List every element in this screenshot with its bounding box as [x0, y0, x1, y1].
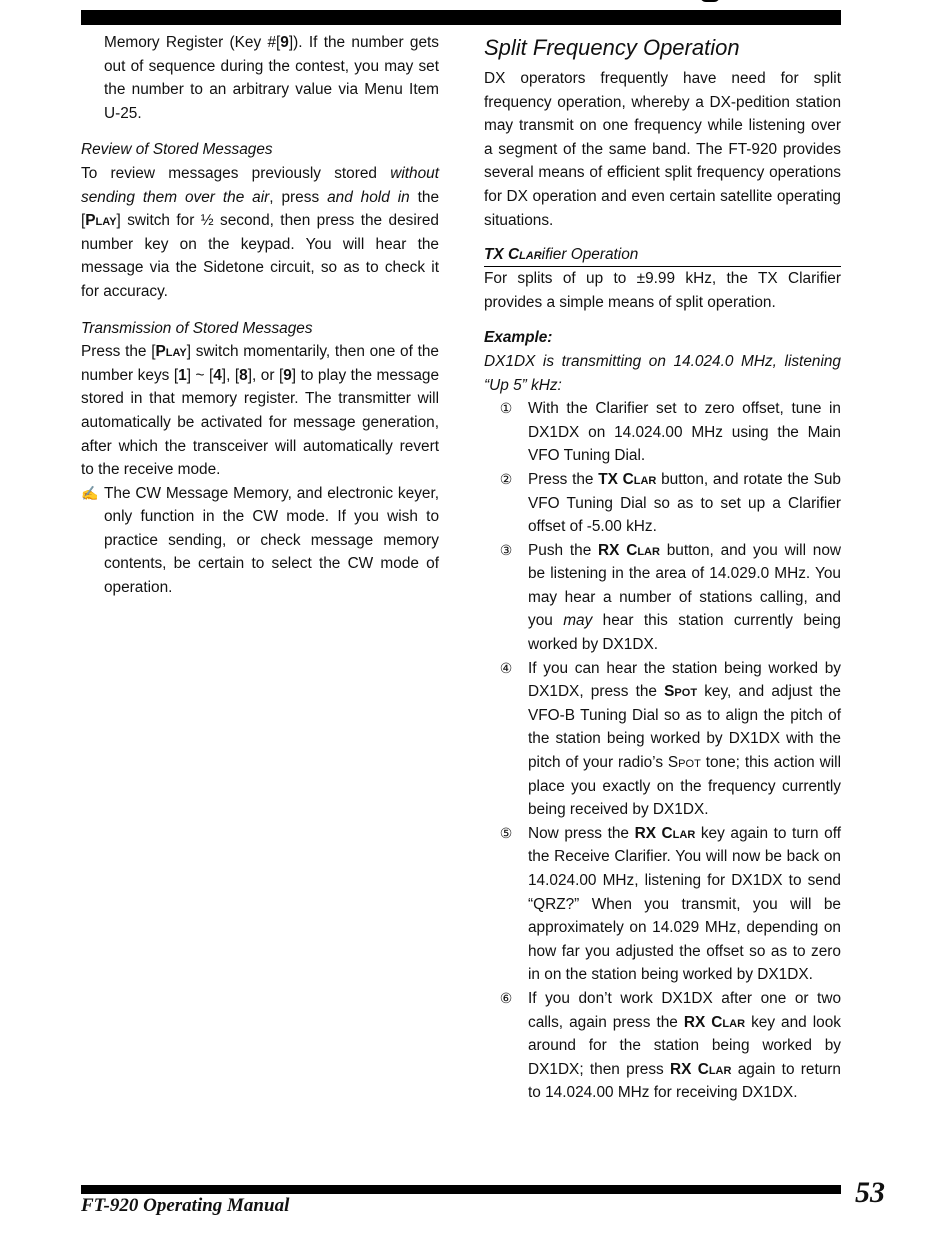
example-steps [484, 397, 841, 1105]
step-number: ⑤ [499, 824, 513, 841]
step-number: ④ [499, 659, 513, 676]
header-rule [81, 10, 841, 25]
header-title-fragment [700, 0, 720, 2]
key-label: 9 [280, 34, 289, 51]
step-text: If you don’t work DX1DX after one or two calls, again press the RX Clar key and look around for the station being worked by DX1DX; then press RX Clar again to return to 14.024.00 MHz for receiving DX1DX. [528, 989, 841, 1102]
play-key-label: Play [155, 343, 187, 361]
step-number: ① [499, 400, 513, 417]
continuation-paragraph: Memory Register (Key #[9]). If the number gets out of sequence during the contest, you may set the number to an arbitrary value via Menu Item U-25. [104, 34, 439, 122]
example-heading: Example: [484, 329, 553, 347]
footer-rule [81, 1185, 841, 1194]
intro-paragraph: DX operators frequently have need for split frequency operation, whereby a DX-pedition station may transmit on one frequency while listening over a segment of the same band. The FT-920 provides several means of efficient split frequency operations for DX operation and even certain satellite operating situations. [484, 70, 841, 229]
page-number: 53 [855, 1176, 885, 1209]
play-key-label: Play [85, 212, 117, 230]
review-paragraph: To review messages previously stored without sending them over the air, press and hold in the [Play] switch for ½ second, then press the desired number key on the keypad. You will hear the message via the Sidetone circuit, so as to check it for accuracy. [81, 164, 440, 300]
step-text: Now press the RX Clar key again to turn off the Receive Clarifier. You will now be back on 14.024.00 MHz, listening for DX1DX to send “QRZ?” When you transmit, you will be approximately on 14.029 MHz, depending on how far you adjusted the offset so as to zero in on the station being worked by DX1DX. [528, 824, 841, 984]
step-item [484, 468, 841, 539]
transmission-heading: Transmission of Stored Messages [81, 319, 313, 337]
right-column [484, 31, 841, 1105]
step-number: ② [499, 470, 513, 487]
footer-manual-title: FT-920 Operating Manual [81, 1195, 290, 1216]
step-number: ③ [499, 541, 513, 558]
step-item [484, 397, 841, 468]
left-column [81, 31, 439, 600]
note-text: The CW Message Memory, and electronic keyer, only function in the CW mode. If you wish to practice sending, or check message memory contents, be certain to select the CW mode of operation. [104, 484, 439, 597]
review-heading: Review of Stored Messages [81, 141, 273, 159]
step-item [484, 539, 841, 657]
writing-hand-icon: ✍ [81, 484, 99, 501]
note [81, 482, 439, 600]
step-number: ⑥ [499, 989, 513, 1006]
step-text: Press the TX Clar button, and rotate the Sub VFO Tuning Dial so as to set up a Clarifier offset of -5.00 kHz. [528, 470, 841, 536]
tx-clarifier-heading: TX Clarifier Operation [484, 244, 841, 267]
step-item [484, 657, 841, 822]
transmission-paragraph: Press the [Play] switch momentarily, then one of the number keys [1] ~ [4], [8], or [9] to play the message stored in that memory register. The transmitter will automatically be activated for message generation, after which the transceiver will automatically revert to the receive mode. [81, 343, 439, 479]
step-item [484, 987, 841, 1105]
step-text: Push the RX Clar button, and you will now be listening in the area of 14.029.0 MHz. You may hear a number of stations calling, and you may hear this station currently being worked by DX1DX. [528, 541, 842, 654]
step-text: If you can hear the station being worked by DX1DX, press the Spot key, and adjust the VFO-B Tuning Dial so as to align the pitch of the station being worked by DX1DX with the pitch of your radio’s Spot tone; this action will place you exactly on the frequency currently being received by DX1DX. [528, 659, 842, 819]
example-lead: DX1DX is transmitting on 14.024.0 MHz, listening “Up 5” kHz: [484, 352, 841, 394]
step-item [484, 822, 841, 987]
tx-clarifier-paragraph: For splits of up to ±9.99 kHz, the TX Clarifier provides a simple means of split operation. [484, 270, 841, 311]
section-title: Split Frequency Operation [484, 35, 740, 60]
step-text: With the Clarifier set to zero offset, tune in DX1DX on 14.024.00 MHz using the Main VFO Tuning Dial. [528, 400, 841, 465]
